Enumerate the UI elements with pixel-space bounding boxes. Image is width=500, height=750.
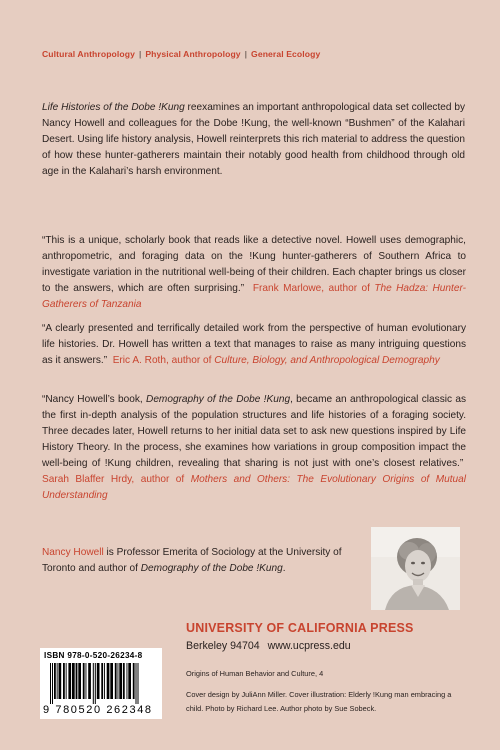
book-description bbox=[42, 100, 465, 180]
barcode-bar bbox=[127, 663, 128, 699]
quote-text-before: “Nancy Howell’s book, bbox=[42, 394, 147, 405]
publisher-website[interactable]: www.ucpress.edu bbox=[267, 640, 351, 652]
book-title: Life Histories of the Dobe !Kung bbox=[42, 102, 185, 113]
barcode-bar bbox=[86, 663, 87, 699]
description-text: reexamines an important anthropological data set collected by Nancy Howell and colleagues for the Dobe !Kung, the well-known “Bushmen” of the Kalahari Desert. Using life history analysis, Howell reinterprets this rich material to address the question of how these hunter-gatherers maintain their notably good health from childhood through old age in the Kalahari’s harsh environment. bbox=[42, 102, 466, 177]
barcode-bar bbox=[95, 663, 96, 705]
barcode-bar bbox=[110, 663, 113, 699]
series-name: Origins of Human Behavior and Culture, 4 bbox=[186, 669, 324, 678]
barcode-bar bbox=[59, 663, 62, 699]
barcode-bar bbox=[123, 663, 125, 699]
barcode-bar bbox=[101, 663, 103, 699]
barcode-number: 9 780520 262348 bbox=[43, 704, 160, 716]
cover-credits: Cover design by JuliAnn Miller. Cover illustration: Elderly !Kung man embracing a child. Photo by Richard Lee. Author photo by Sue Sobeck. bbox=[186, 690, 452, 713]
barcode-bar bbox=[128, 663, 131, 699]
quote-work: Mothers and Others: The Evolutionary Origins of Mutual Understanding bbox=[42, 474, 466, 501]
barcode-bar bbox=[72, 663, 75, 699]
quote-book-title: Demography of the Dobe !Kung bbox=[146, 394, 291, 405]
subject-separator: | bbox=[138, 49, 142, 59]
subject-item: General Ecology bbox=[251, 49, 321, 59]
barcode-bar bbox=[76, 663, 78, 699]
author-bio: Nancy Howell is Professor Emerita of Sociology at the University of Toronto and author of Demography of the Dobe !Kung. bbox=[42, 547, 342, 574]
barcode-bar bbox=[115, 663, 117, 699]
isbn-label: ISBN 978-0-520-26234-8 bbox=[44, 651, 143, 660]
quote-attribution: Frank Marlowe, author of The Hadza: Hunter-Gatherers of Tanzania bbox=[42, 283, 466, 310]
quote-text: “A clearly presented and terrifically detailed work from the perspective of human evolutionary life histories. Dr. Howell has written a text that manages to raise as many intriguing questions as it answers.” bbox=[42, 323, 466, 366]
author-bio-text: is Professor Emerita of Sociology at the University of Toronto and author of bbox=[42, 547, 342, 574]
quote-work: The Hadza: Hunter-Gatherers of Tanzania bbox=[42, 283, 466, 310]
barcode-bar bbox=[66, 663, 67, 699]
barcode-bar bbox=[107, 663, 110, 699]
barcode-bar bbox=[138, 663, 139, 705]
barcode-bar bbox=[52, 663, 53, 705]
publisher-address bbox=[186, 640, 351, 652]
author-work: Demography of the Dobe !Kung bbox=[140, 563, 283, 574]
barcode-bar bbox=[104, 663, 105, 699]
subject-separator: | bbox=[244, 49, 248, 59]
barcode-bar bbox=[78, 663, 81, 699]
author-photo bbox=[371, 527, 460, 610]
quote-work: Culture, Biology, and Anthropological Demography bbox=[214, 355, 440, 366]
barcode-bars bbox=[44, 663, 158, 705]
barcode-bar bbox=[118, 663, 119, 699]
subject-item: Cultural Anthropology bbox=[42, 49, 135, 59]
quote-attribution: Sarah Blaffer Hrdy, author of Mothers and Others: The Evolutionary Origins of Mutual Understanding bbox=[42, 474, 466, 501]
barcode-bar bbox=[68, 663, 71, 699]
review-quote-1 bbox=[42, 233, 466, 313]
barcode-bar bbox=[97, 663, 100, 699]
barcode bbox=[40, 648, 162, 719]
barcode-bar bbox=[88, 663, 91, 699]
barcode-bar bbox=[83, 663, 85, 699]
barcode-bar bbox=[50, 663, 51, 705]
barcode-bar bbox=[54, 663, 56, 699]
author-name: Nancy Howell bbox=[42, 547, 104, 558]
barcode-bar bbox=[136, 663, 137, 705]
barcode-bar bbox=[93, 663, 94, 705]
publisher-name: UNIVERSITY OF CALIFORNIA PRESS bbox=[186, 621, 414, 635]
quote-text: , became an anthropological classic as the first in-depth analysis of the population structures and life histories of a foraging society. Three decades later, Howell returns to her initial data set to ask new questions inspired by Life History Theory. In the process, she examines how variations in group composition impact the well-being of !Kung children, revealing that sharing is not just with one’s closest relatives.” bbox=[42, 394, 467, 469]
barcode-bar bbox=[57, 663, 58, 699]
quote-text: “This is a unique, scholarly book that reads like a detective novel. Howell uses demographic, anthropometric, and foraging data on the !Kung hunter-gatherers of Southern Africa to investigate variation in the nutritional well-being of their children. Each chapter brings us closer to the answers, which are often surprising.” bbox=[42, 235, 466, 294]
subject-item: Physical Anthropology bbox=[145, 49, 241, 59]
barcode-bar bbox=[63, 663, 65, 699]
barcode-bar bbox=[133, 663, 135, 699]
review-quote-2 bbox=[42, 321, 466, 369]
quote-attribution: Eric A. Roth, author of Culture, Biology, and Anthropological Demography bbox=[112, 355, 440, 366]
publisher-city: Berkeley 94704 bbox=[186, 640, 260, 652]
review-quote-3 bbox=[42, 392, 466, 504]
barcode-bar bbox=[119, 663, 122, 699]
subject-categories bbox=[42, 49, 320, 59]
